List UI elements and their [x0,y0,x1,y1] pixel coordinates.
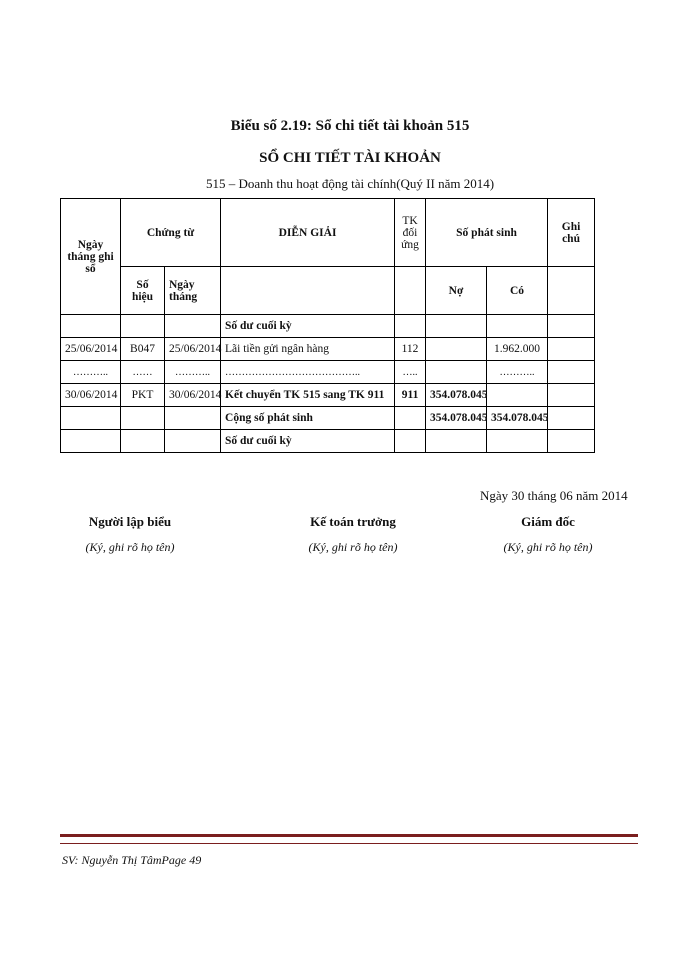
footer-divider [60,834,638,844]
cell-date [61,407,121,430]
header-voucher-no: Số hiệu [121,267,165,315]
cell-credit: 354.078.045 [487,407,548,430]
cell-account [395,407,426,430]
cell-account: 112 [395,338,426,361]
cell-account: 911 [395,384,426,407]
signature-preparer-role: Người lập biểu [88,514,172,529]
cell-note [548,384,595,407]
table-row [61,430,595,453]
cell-note [548,361,595,384]
signature-chief-accountant-role: Kế toán trưởng [310,514,396,529]
table-row [61,338,595,361]
ledger-title: SỔ CHI TIẾT TÀI KHOẢN [259,150,441,166]
cell-note [548,430,595,453]
cell-description: Cộng số phát sinh [221,407,395,430]
page-footer: SV: Nguyễn Thị TâmPage 49 [62,853,202,867]
cell-account [395,315,426,338]
cell-debit [426,430,487,453]
cell-debit: 354.078.045 [426,407,487,430]
signature-director-role: Giám đốc [521,514,575,529]
cell-description: Số dư cuối kỳ [221,315,395,338]
cell-credit: ……….. [487,361,548,384]
ledger-subtitle: 515 – Doanh thu hoạt động tài chính(Quý II năm 2014) [205,176,495,191]
cell-description: Lãi tiền gửi ngân hàng [221,338,395,361]
header-voucher: Chứng từ [121,199,221,267]
header-note: Ghi chú [548,199,595,267]
cell-voucher-date [165,430,221,453]
cell-note [548,315,595,338]
cell-credit: 1.962.000 [487,338,548,361]
cell-description: Kết chuyển TK 515 sang TK 911 [221,384,395,407]
cell-debit [426,338,487,361]
cell-voucher-date: ……….. [165,361,221,384]
header-description: DIỄN GIẢI [221,199,395,267]
table-row [61,407,595,430]
cell-description: Số dư cuối kỳ [221,430,395,453]
signature-chief-accountant-note: (Ký, ghi rõ họ tên) [308,540,398,554]
table-row [61,384,595,407]
cell-note [548,407,595,430]
document-caption: Biểu số 2.19: Sổ chi tiết tài khoản 515 [230,118,470,134]
header-empty-acct [395,267,426,315]
cell-voucher-no: PKT [121,384,165,407]
header-account: TK đối ứng [395,199,426,267]
header-debit: Nợ [426,267,487,315]
cell-voucher-no: B047 [121,338,165,361]
cell-description: ………………………………….. [221,361,395,384]
cell-credit [487,430,548,453]
header-empty-desc [221,267,395,315]
table-row [61,315,595,338]
cell-account [395,430,426,453]
cell-voucher-no [121,430,165,453]
sign-date: Ngày 30 tháng 06 năm 2014 [480,488,628,503]
cell-voucher-no [121,315,165,338]
cell-debit [426,315,487,338]
cell-credit [487,384,548,407]
header-voucher-date: Ngày tháng [165,267,221,315]
signature-director-note: (Ký, ghi rõ họ tên) [503,540,593,554]
signature-preparer-note: (Ký, ghi rõ họ tên) [85,540,175,554]
cell-account: ….. [395,361,426,384]
cell-date: ……….. [61,361,121,384]
cell-date [61,430,121,453]
cell-date [61,315,121,338]
cell-voucher-date [165,315,221,338]
ledger-table [60,198,595,453]
header-credit: Có [487,267,548,315]
cell-date: 30/06/2014 [61,384,121,407]
cell-note [548,338,595,361]
cell-voucher-no [121,407,165,430]
cell-voucher-date [165,407,221,430]
header-empty-note [548,267,595,315]
table-row [61,361,595,384]
cell-date: 25/06/2014 [61,338,121,361]
cell-voucher-date: 25/06/2014 [165,338,221,361]
cell-voucher-date: 30/06/2014 [165,384,221,407]
cell-debit: 354.078.045 [426,384,487,407]
cell-credit [487,315,548,338]
header-date: Ngày tháng ghi sổ [61,199,121,315]
cell-debit [426,361,487,384]
header-amount: Số phát sinh [426,199,548,267]
cell-voucher-no: …… [121,361,165,384]
